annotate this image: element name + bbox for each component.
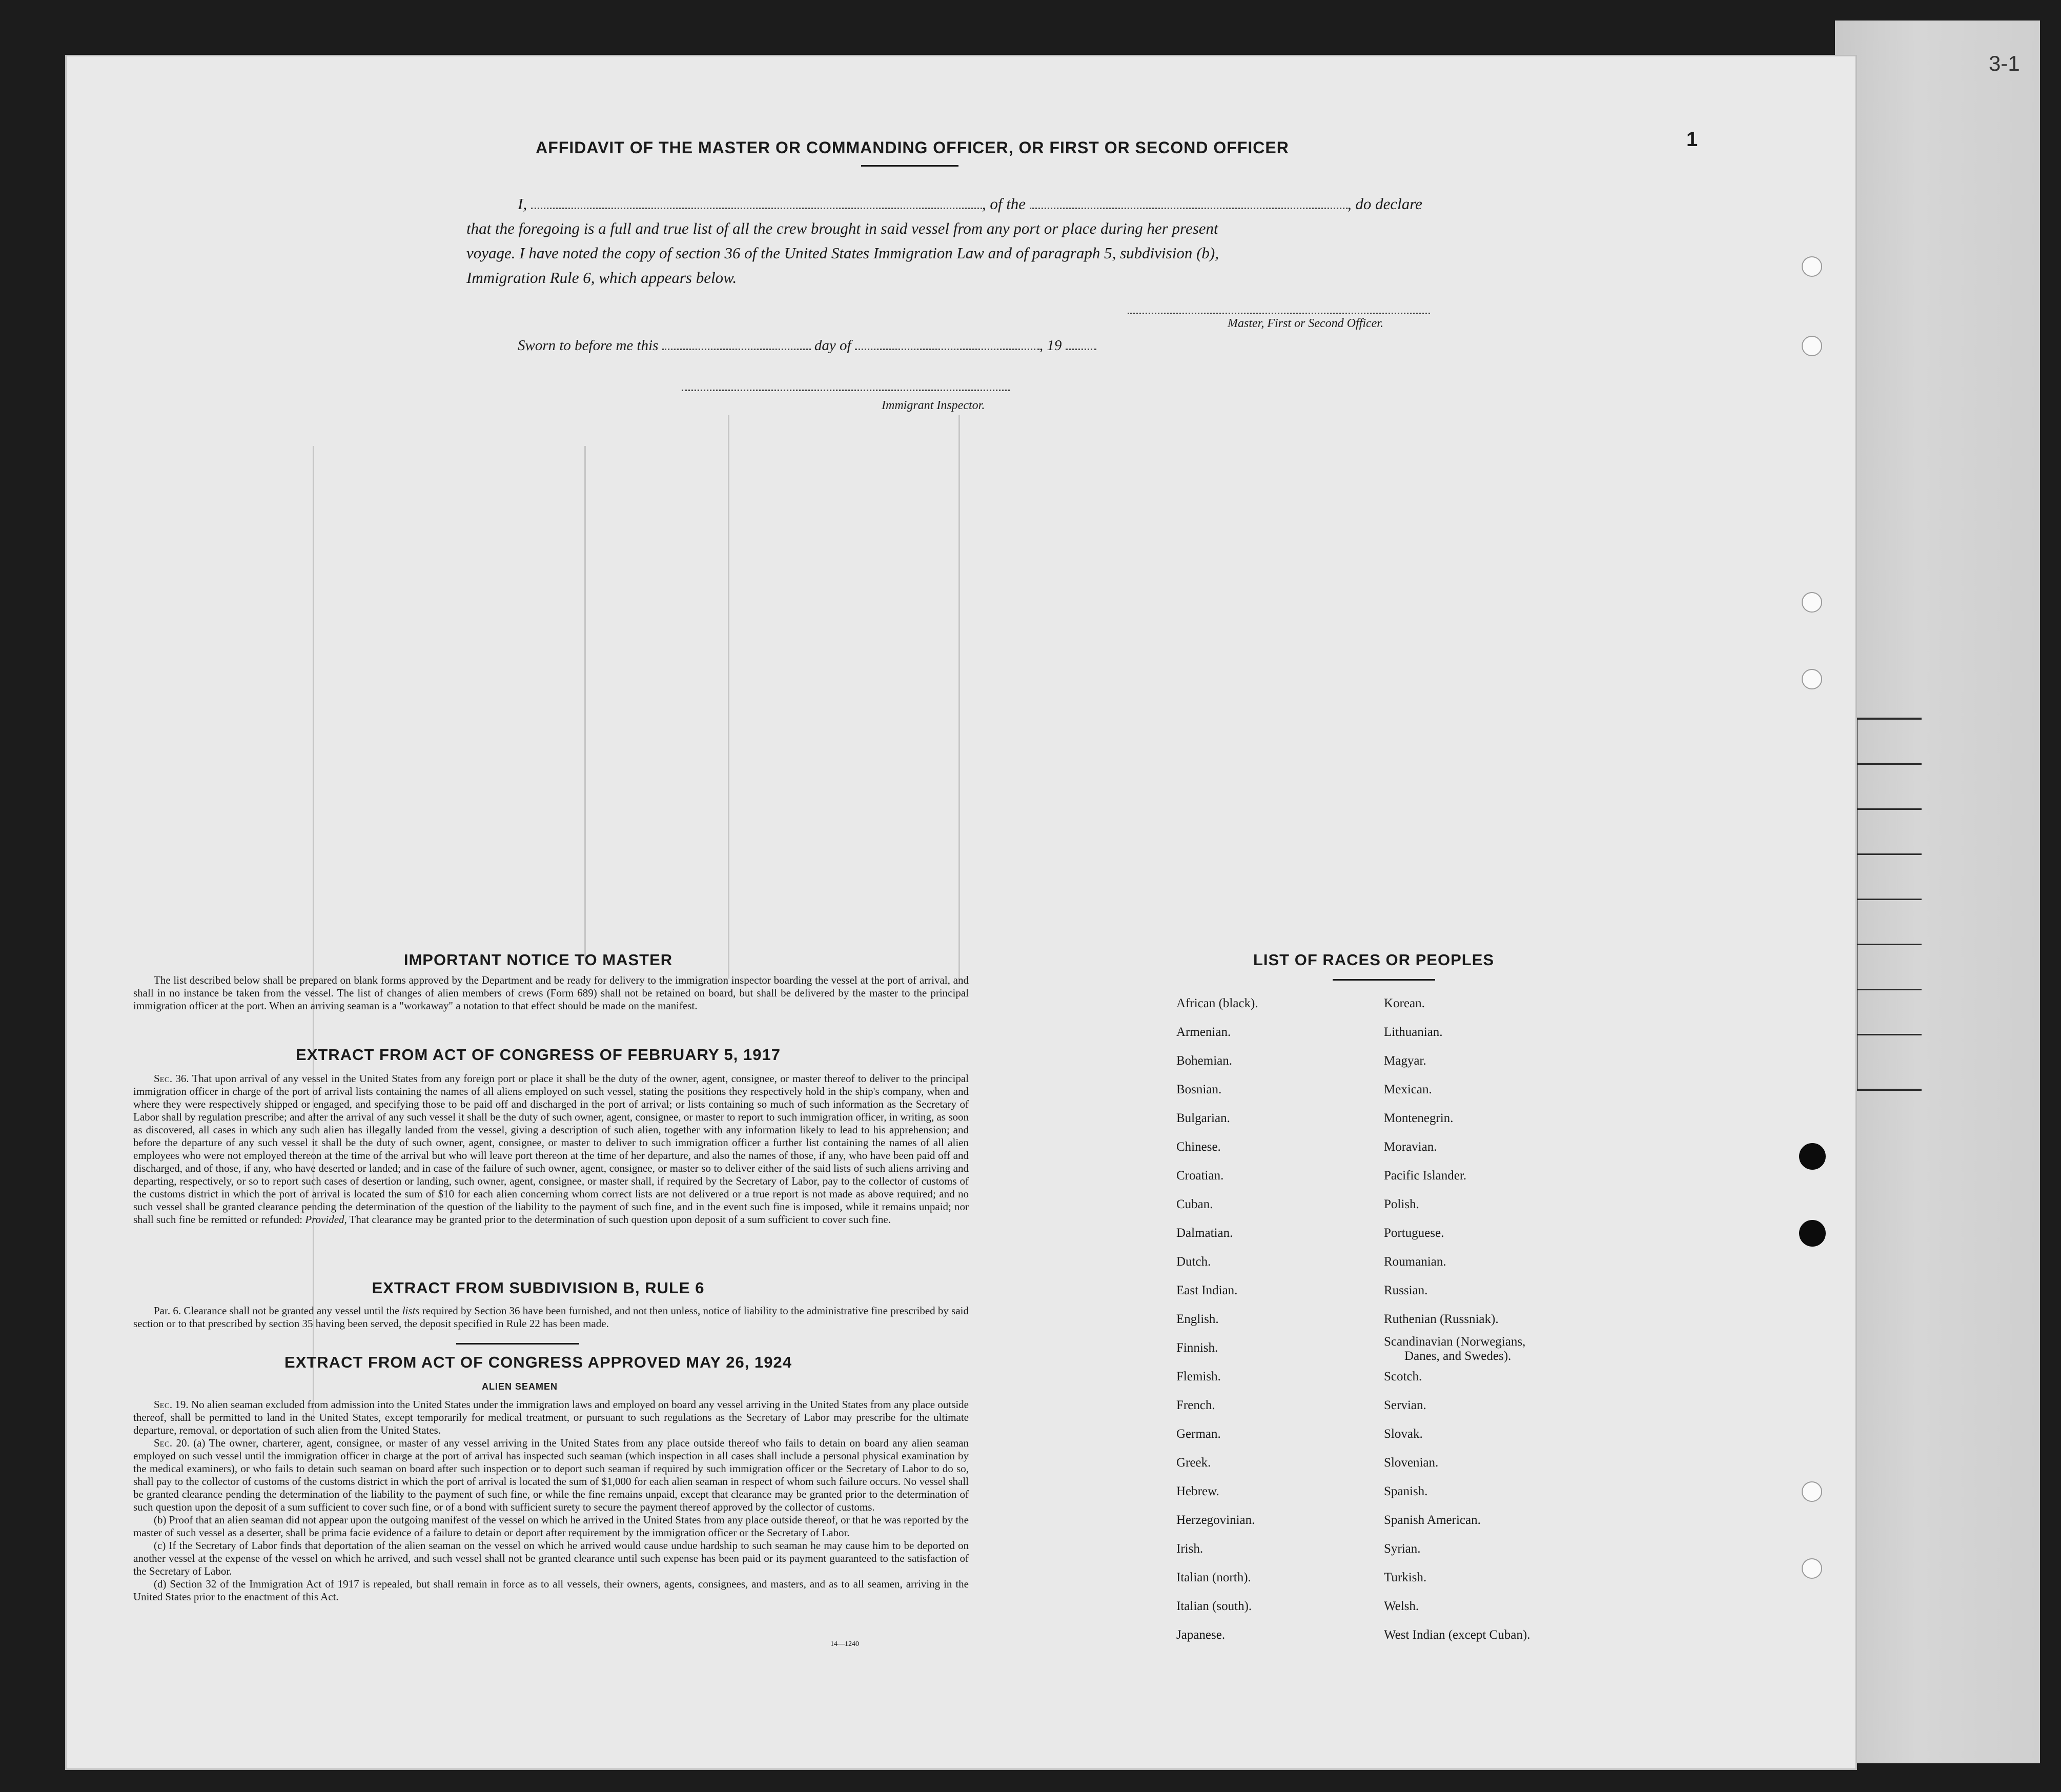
bleed-through-rule	[958, 415, 960, 979]
race-right: Polish.	[1384, 1197, 1419, 1211]
race-right: Montenegrin.	[1384, 1111, 1454, 1125]
race-right: Mexican.	[1384, 1083, 1432, 1096]
race-left: Bohemian.	[1176, 1054, 1233, 1068]
stamp-cell	[1858, 765, 1922, 810]
sec-36-text: That upon arrival of any vessel in the United States from any foreign port or place it shall be the duty of the owner, agent, consignee, or master thereof to deliver to the principal immigration officer in charge of the port of arrival lists containing the names of all aliens employed on such vessel, stating the positions they respectively hold in the ship's company, when and where they were respectively shipped or engaged, and specifying those to be paid off and discharged in the port of arrival; or lists containing so much of such information as the Secretary of Labor shall by regulation prescribe; and after the arrival of any such vessel it shall be the duty of such owner, agent, consignee, or master to report to such immigration officer, in writing, as soon as discovered, all cases in which any such alien has illegally landed from the vessel, giving a description of such alien, together with any information likely to lead to his apprehension; and before the departure of any such vessel it shall be the duty of such owner, agent, consignee, or master to deliver to such immigration officer a further list containing the names of all alien employees who were not employed thereon at the time of the arrival but who will leave port thereon at the time of her departure, and also the names of those, if any, who have been paid off and discharged, and of those, if any, who have deserted or landed; and in case of the failure of such owner, agent, consignee, or master so to deliver either of the said lists of such aliens arriving and departing, respectively, or so to report such cases of desertion or landing, such owner, agent, consignee, or master shall, if required by the Secretary of Labor, pay to the collector of customs of the customs district in which the port of arrival is located the sum of $10 for each alien concerning whom correct lists are not delivered or a true report is not made as above required; and no such vessel shall be granted clearance pending the determination of the question of the liability to the payment of such fine, and in the event such fine is imposed, while it remains unpaid; nor shall such fine be remitted or refunded:	[133, 1072, 969, 1226]
race-left: Dalmatian.	[1176, 1226, 1233, 1240]
affidavit-of-the: , of the	[982, 195, 1026, 213]
race-left: Japanese.	[1176, 1628, 1226, 1642]
affidavit-line-4: Immigration Rule 6, which appears below.	[466, 269, 737, 287]
race-right: Spanish American.	[1384, 1513, 1481, 1527]
race-left: French.	[1176, 1398, 1215, 1412]
race-left: Flemish.	[1176, 1370, 1221, 1383]
rule6-text-before: Par. 6. Clearance shall not be granted any vessel until the	[154, 1305, 400, 1317]
extract-rule6-text	[133, 1305, 969, 1330]
bleed-through-rule	[584, 446, 586, 959]
title-underline	[861, 165, 958, 167]
bleed-through-rule	[728, 415, 729, 979]
punch-hole-icon	[1799, 1220, 1826, 1247]
races-title-underline	[1333, 979, 1435, 981]
race-right: West Indian (except Cuban).	[1384, 1628, 1531, 1642]
sworn-year-prefix: , 19	[1039, 337, 1062, 354]
form-number: 14—1240	[830, 1640, 859, 1648]
race-right: Korean.	[1384, 996, 1425, 1010]
extract-1917-text	[133, 1072, 969, 1226]
sworn-line	[518, 337, 1235, 354]
affidavit-i: I,	[518, 195, 527, 213]
race-right: Slovak.	[1384, 1427, 1423, 1441]
affidavit-title: AFFIDAVIT OF THE MASTER OR COMMANDING OFFICER, OR FIRST OR SECOND OFFICER	[536, 138, 1289, 157]
race-left: Hebrew.	[1176, 1484, 1219, 1498]
alien-seamen-subtitle: ALIEN SEAMEN	[482, 1381, 558, 1392]
inspector-label: Immigrant Inspector.	[882, 399, 985, 412]
race-right: Magyar.	[1384, 1054, 1426, 1068]
master-name-field[interactable]	[531, 208, 982, 209]
sec-20-label: Sec. 20.	[154, 1437, 190, 1449]
race-right: Syrian.	[1384, 1542, 1421, 1556]
extract-1917-title: EXTRACT FROM ACT OF CONGRESS OF FEBRUARY 5, 1917	[296, 1046, 781, 1064]
master-signature-label: Master, First or Second Officer.	[1228, 317, 1383, 330]
sworn-day-of: day of	[814, 337, 851, 354]
race-right: Moravian.	[1384, 1140, 1437, 1154]
sec-19-text: No alien seaman excluded from admission into the United States under the immigration laws and employed on board any vessel arriving in the United States from any place outside thereof, shall be permitted to land in the United States, except temporarily for medical treatment, or pursuant to such regulations as the Secretary of Labor may prescribe for the ultimate departure, removal, or deportation of such alien from the United States.	[133, 1398, 969, 1436]
race-right: Welsh.	[1384, 1599, 1419, 1613]
races-title: LIST OF RACES OR PEOPLES	[1253, 951, 1495, 969]
page-number: 1	[1686, 128, 1698, 151]
affidavit-page	[67, 56, 1855, 1768]
race-left: Italian (south).	[1176, 1599, 1252, 1613]
race-left: Irish.	[1176, 1542, 1203, 1556]
race-left: Dutch.	[1176, 1255, 1211, 1269]
race-right: Slovenian.	[1384, 1456, 1439, 1470]
race-left: Greek.	[1176, 1456, 1211, 1470]
sec-19-label: Sec. 19.	[154, 1398, 189, 1411]
sworn-label: Sworn to before me this	[518, 337, 659, 354]
race-right: Portuguese.	[1384, 1226, 1444, 1240]
race-right: Scandinavian (Norwegians,	[1384, 1335, 1526, 1349]
extract-rule6-title: EXTRACT FROM SUBDIVISION B, RULE 6	[372, 1279, 705, 1297]
stamp-cell	[1858, 945, 1922, 990]
punch-hole-icon	[1802, 669, 1822, 689]
underlying-total-stamp-box	[1855, 718, 1922, 1091]
affidavit-line-1	[518, 195, 1543, 213]
race-right: Russian.	[1384, 1284, 1428, 1297]
stamp-cell	[1858, 810, 1922, 855]
notice-title: IMPORTANT NOTICE TO MASTER	[403, 951, 673, 969]
inspector-signature-field[interactable]	[682, 390, 1010, 391]
stamp-cell	[1858, 900, 1922, 945]
punch-hole-icon	[1802, 336, 1822, 356]
race-left: Finnish.	[1176, 1341, 1218, 1355]
race-left: Armenian.	[1176, 1025, 1231, 1039]
race-right: Spanish.	[1384, 1484, 1428, 1498]
affidavit-line-3: voyage. I have noted the copy of section 36 of the United States Immigration Law and of paragraph 5, subdivision (b),	[466, 244, 1219, 262]
sec-20a-text: (a) The owner, charterer, agent, consignee, or master of any vessel arriving in the United States from any place outside thereof who fails to detain on board any alien seaman employed on such vessel until the immigration officer in charge at the port of arrival has inspected such seaman (which inspection in all cases shall include a personal physical examination by the medical examiners), or who fails to detain such seaman on board after such inspection or to deport such seaman if required by such immigration officer or the Secretary of Labor to do so, shall pay to the collector of customs of the customs district in which the port of arrival is located the sum of $1,000 for each alien seaman in respect of whom such failure occurs. No vessel shall be granted clearance pending the determination of the liability to the payment of such fine, or while the fine remains unpaid, except that clearance may be granted prior to the determination of such question upon the deposit of a sum sufficient to cover such fine, or of a bond with sufficient surety to secure the payment thereof approved by the collector of customs.	[133, 1437, 969, 1513]
sec-36-label: Sec. 36.	[154, 1072, 189, 1085]
race-left: Croatian.	[1176, 1169, 1224, 1183]
race-right: Scotch.	[1384, 1370, 1422, 1383]
race-left: Chinese.	[1176, 1140, 1221, 1154]
race-left: Italian (north).	[1176, 1571, 1251, 1584]
stamp-cell	[1858, 990, 1922, 1035]
race-left: East Indian.	[1176, 1284, 1238, 1297]
sworn-day-field[interactable]	[662, 349, 811, 350]
punch-hole-icon	[1802, 256, 1822, 277]
notice-text	[133, 974, 969, 1012]
master-signature-field[interactable]	[1128, 313, 1430, 314]
race-right: Roumanian.	[1384, 1255, 1446, 1269]
sec-20b-text: (b) Proof that an alien seaman did not appear upon the outgoing manifest of the vessel on which he arrived in the United States from any place outside thereof, or that he was reported by the master of such vessel as a deserter, shall be prima facie evidence of a failure to detain or deport after requirement by the immigration officer or the Secretary of Labor.	[133, 1514, 969, 1539]
extract-1924-text	[133, 1398, 969, 1603]
race-left: English.	[1176, 1312, 1219, 1326]
section-divider	[456, 1343, 579, 1345]
punch-hole-icon	[1799, 1143, 1826, 1170]
sec-20c-text: (c) If the Secretary of Labor finds that deportation of the alien seaman on the vessel on which he arrived would cause undue hardship to such seaman he may cause him to be deported on another vessel at the expense of the vessel on which he arrived, and such vessel shall not be granted clearance until such expense has been paid or its payment guaranteed to the satisfaction of the Secretary of Labor.	[133, 1539, 969, 1577]
proviso-text: That clearance may be granted prior to the determination of such question upon deposit of a sum sufficient to cover such fine.	[349, 1213, 891, 1226]
sworn-year-field[interactable]	[1066, 349, 1096, 350]
race-right: Danes, and Swedes).	[1404, 1349, 1512, 1363]
proviso-label: Provided,	[305, 1213, 347, 1226]
rule6-text-after: required by Section 36 have been furnished, and not then unless, notice of liability to the administrative fine prescribed by said section or to that prescribed by section 35 having been served, the deposit specified in Rule 22 has been made.	[133, 1305, 969, 1330]
vessel-name-field[interactable]	[1030, 208, 1348, 209]
race-right: Servian.	[1384, 1398, 1426, 1412]
race-right: Turkish.	[1384, 1571, 1427, 1584]
race-left: Cuban.	[1176, 1197, 1213, 1211]
notice-paragraph: The list described below shall be prepared on blank forms approved by the Department and be ready for delivery to the immigration inspector boarding the vessel at the port of arrival, and shall in no instance be taken from the vessel. The list of changes of alien members of crews (Form 689) shall not be retained on board, but shall be delivered by the master to the principal immigration officer at the port. When an arriving seaman is a "workaway" a notation to that effect should be made on the manifest.	[133, 974, 969, 1012]
race-left: German.	[1176, 1427, 1221, 1441]
race-right: Lithuanian.	[1384, 1025, 1443, 1039]
race-left: Herzegovinian.	[1176, 1513, 1255, 1527]
bleed-through-rule	[313, 446, 314, 1420]
extract-1924-title: EXTRACT FROM ACT OF CONGRESS APPROVED MAY 26, 1924	[284, 1353, 792, 1371]
race-left: Bosnian.	[1176, 1083, 1222, 1096]
punch-hole-icon	[1802, 592, 1822, 613]
sworn-month-field[interactable]	[855, 349, 1039, 350]
race-left: Bulgarian.	[1176, 1111, 1230, 1125]
rule6-text-ital: lists	[402, 1305, 420, 1317]
punch-hole-icon	[1802, 1481, 1822, 1502]
affidavit-line-2: that the foregoing is a full and true list of all the crew brought in said vessel from any port or place during her present	[466, 219, 1218, 237]
stamp-cell	[1858, 720, 1922, 765]
stamp-cell	[1858, 855, 1922, 900]
corner-note: 3-1	[1989, 51, 2020, 75]
race-left: African (black).	[1176, 996, 1258, 1010]
sec-20d-text: (d) Section 32 of the Immigration Act of 1917 is repealed, but shall remain in force as to all vessels, their owners, agents, consignees, and masters, and as to all seamen, arriving in the United States prior to the enactment of this Act.	[133, 1578, 969, 1603]
affidavit-declare: , do declare	[1347, 195, 1422, 213]
punch-hole-icon	[1802, 1558, 1822, 1579]
race-right: Pacific Islander.	[1384, 1169, 1467, 1183]
race-right: Ruthenian (Russniak).	[1384, 1312, 1499, 1326]
